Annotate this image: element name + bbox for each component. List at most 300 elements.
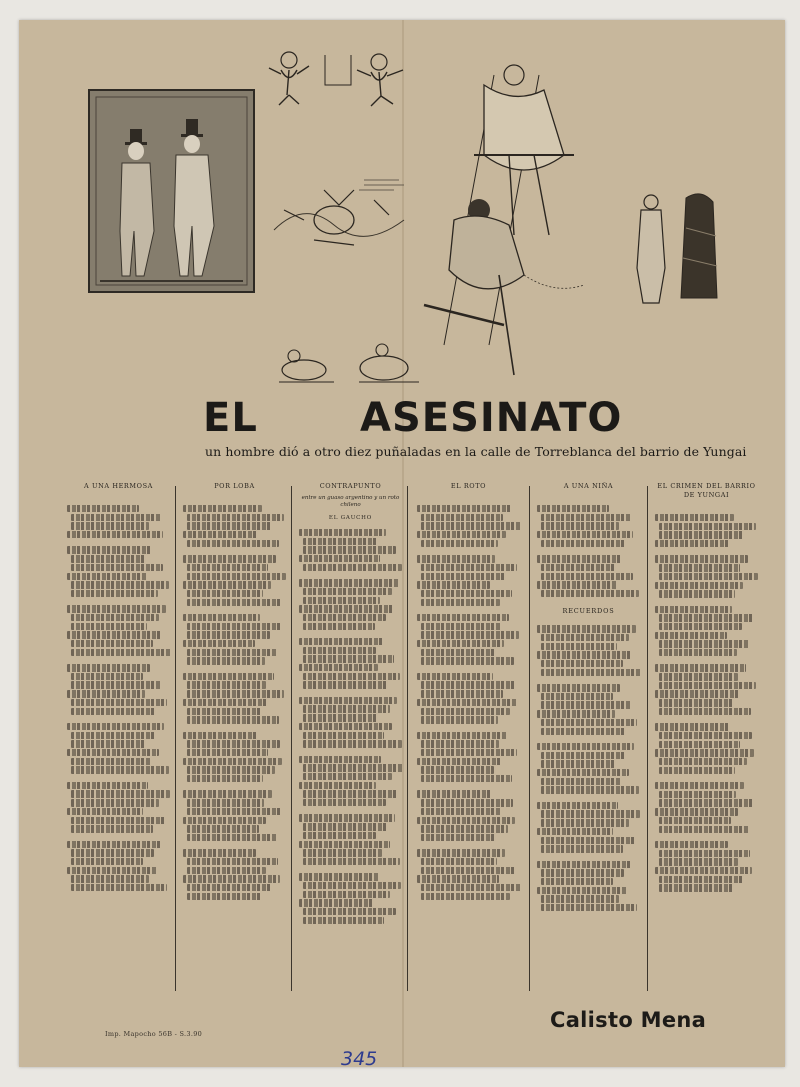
verse-line (183, 732, 258, 739)
verse-line (67, 867, 157, 874)
verse-line (659, 590, 735, 597)
verse-line (303, 832, 376, 839)
verse-line (655, 555, 748, 562)
verse-line (187, 681, 266, 688)
verse-stanza (537, 505, 640, 547)
verse-line (659, 523, 756, 530)
verse-block (537, 505, 640, 911)
verse-line (183, 758, 282, 765)
verse-line (659, 708, 751, 715)
verse-line (541, 819, 629, 826)
verse-line (541, 643, 617, 650)
verse-line (299, 579, 399, 586)
swing-ladies-illustration (414, 45, 589, 384)
column-subheading: entre un guaso argentino y un roto chileno (301, 495, 400, 508)
verse-stanza (67, 664, 170, 715)
column-divider (175, 486, 176, 991)
verse-line (183, 875, 280, 882)
verse-stanza (655, 782, 758, 833)
title-word-el: EL (203, 395, 258, 441)
verse-line (67, 841, 162, 848)
verse-stanza (183, 673, 286, 724)
verse-line (537, 581, 617, 588)
verse-line (541, 837, 635, 844)
verse-line (655, 808, 738, 815)
verse-line (541, 669, 640, 676)
verse-line (655, 582, 743, 589)
verse-line (537, 684, 620, 691)
verse-line (187, 631, 270, 638)
verse-stanza (299, 579, 402, 630)
verse-line (421, 573, 505, 580)
verse-line (655, 690, 740, 697)
verse-line (659, 876, 744, 883)
verse-line (303, 681, 388, 688)
verse-line (421, 749, 517, 756)
verse-line (183, 849, 256, 856)
verse-line (67, 664, 150, 671)
verse-block (299, 529, 402, 924)
verse-line (541, 719, 637, 726)
verse-line (417, 581, 490, 588)
verse-line (303, 908, 396, 915)
verse-line (421, 623, 501, 630)
verse-line (303, 849, 382, 856)
verse-line (67, 808, 143, 815)
verse-line (541, 845, 623, 852)
verse-line (659, 649, 737, 656)
verse-stanza (655, 664, 758, 715)
verse-stanza (67, 546, 170, 597)
verse-stanza (537, 555, 640, 597)
verse-line (303, 588, 392, 595)
verse-line (417, 699, 517, 706)
broadside-sheet (19, 20, 785, 1067)
verse-line (299, 873, 379, 880)
verse-line (71, 884, 167, 891)
verse-line (67, 631, 161, 638)
title-word-asesinato: ASESINATO (360, 395, 623, 441)
verse-line (541, 522, 619, 529)
verse-line (659, 531, 744, 538)
verse-line (659, 850, 750, 857)
verse-line (537, 625, 636, 632)
verse-line (421, 649, 496, 656)
verse-line (659, 758, 747, 765)
column-divider (291, 486, 292, 991)
verse-line (421, 858, 497, 865)
verse-line (303, 564, 402, 571)
verse-line (303, 647, 376, 654)
verse-line (417, 673, 493, 680)
verse-line (659, 623, 742, 630)
verse-stanza (183, 614, 286, 665)
verse-stanza (417, 849, 520, 900)
old-couple-illustration (631, 188, 721, 312)
verse-line (71, 858, 143, 865)
verse-line (303, 614, 386, 621)
verse-stanza (537, 861, 640, 912)
verse-line (421, 808, 501, 815)
verse-stanza (655, 555, 758, 597)
verse-line (655, 867, 752, 874)
verse-line (541, 786, 639, 793)
verse-line (299, 814, 395, 821)
verse-line (303, 538, 378, 545)
verse-line (299, 841, 390, 848)
verse-line (659, 732, 752, 739)
verse-line (541, 573, 633, 580)
verse-line (187, 649, 277, 656)
verse-line (421, 766, 494, 773)
verse-stanza (537, 684, 640, 735)
verse-line (421, 708, 510, 715)
verse-line (71, 875, 149, 882)
verse-line (71, 522, 149, 529)
verse-line (655, 540, 729, 547)
verse-line (183, 505, 262, 512)
verse-line (303, 714, 378, 721)
column-divider (647, 486, 648, 991)
verse-stanza (67, 841, 170, 892)
verse-line (537, 651, 631, 658)
author-signature: Calisto Mena (550, 1008, 707, 1032)
verse-stanza (299, 814, 402, 865)
verse-line (655, 632, 727, 639)
verse-line (303, 917, 384, 924)
verse-line (303, 858, 400, 865)
verse-stanza (299, 756, 402, 807)
verse-line (71, 740, 145, 747)
column-heading: A UNA HERMOSA (84, 482, 153, 490)
verse-line (659, 884, 733, 891)
verse-line (187, 749, 268, 756)
verse-stanza (537, 802, 640, 853)
verse-stanza (67, 505, 170, 538)
column-divider (529, 486, 530, 991)
verse-line (67, 782, 148, 789)
verse-stanza (299, 638, 402, 689)
verse-line (299, 529, 386, 536)
verse-line (299, 899, 374, 906)
verse-line (187, 522, 272, 529)
verse-stanza (417, 673, 520, 724)
verse-line (67, 573, 147, 580)
verse-line (71, 766, 169, 773)
verse-line (417, 849, 505, 856)
verse-line (659, 767, 735, 774)
verse-line (71, 673, 143, 680)
verse-line (655, 723, 730, 730)
verse-line (659, 699, 733, 706)
verse-line (299, 697, 397, 704)
verse-line (67, 505, 139, 512)
verse-line (655, 514, 734, 521)
verse-line (417, 875, 499, 882)
verse-line (537, 769, 629, 776)
verse-stanza (183, 790, 286, 841)
archive-number-stamp: 345 (341, 1048, 378, 1067)
verse-stanza (655, 723, 758, 774)
verse-line (537, 743, 634, 750)
verse-line (303, 799, 386, 806)
verse-line (71, 699, 167, 706)
verse-line (303, 655, 394, 662)
verse-line (303, 732, 384, 739)
verse-line (303, 823, 387, 830)
verse-stanza (417, 732, 520, 783)
verse-stanza (67, 782, 170, 833)
verse-line (187, 514, 284, 521)
verse-line (421, 590, 512, 597)
column-heading: POR LOBA (214, 482, 255, 490)
verse-line (187, 799, 264, 806)
verse-line (541, 869, 624, 876)
verse-line (421, 514, 503, 521)
verse-column-a-una-nina (537, 482, 640, 992)
verse-line (71, 817, 165, 824)
verse-line (303, 764, 402, 771)
verse-line (187, 867, 266, 874)
verse-line (541, 904, 637, 911)
verse-line (541, 778, 621, 785)
verse-line (541, 590, 639, 597)
verse-line (421, 690, 503, 697)
verse-line (417, 758, 501, 765)
verse-line (417, 817, 515, 824)
verse-line (659, 573, 758, 580)
verse-line (659, 826, 749, 833)
verse-line (421, 564, 517, 571)
verse-line (187, 540, 279, 547)
fight-scene-illustration (264, 160, 409, 264)
verse-line (299, 723, 392, 730)
verse-line (187, 825, 259, 832)
verse-line (187, 808, 282, 815)
verse-line (537, 505, 609, 512)
verse-line (659, 640, 749, 647)
verse-line (421, 631, 519, 638)
verse-line (659, 682, 756, 689)
verse-block (417, 505, 520, 900)
verse-line (71, 623, 147, 630)
verse-line (655, 749, 754, 756)
column-heading: A UNA NIÑA (563, 482, 614, 490)
verse-line (187, 858, 278, 865)
verse-line (187, 657, 265, 664)
verse-line (421, 893, 510, 900)
verse-line (421, 599, 500, 606)
verse-line (71, 649, 170, 656)
verse-stanza (183, 555, 286, 606)
verse-stanza (183, 732, 286, 783)
verse-line (183, 790, 272, 797)
verse-line (421, 716, 498, 723)
verse-line (71, 708, 155, 715)
verse-line (67, 690, 145, 697)
verse-stanza (655, 841, 758, 892)
verse-line (541, 514, 631, 521)
verse-line (655, 664, 746, 671)
section-heading: RECUERDOS (562, 607, 615, 616)
verse-stanza (417, 790, 520, 841)
column-heading: EL ROTO (450, 482, 487, 490)
engraving-portrait (88, 89, 255, 293)
verse-line (303, 740, 402, 747)
verse-line (187, 884, 272, 891)
verse-line (187, 590, 263, 597)
verse-line (655, 606, 732, 613)
verse-line (417, 790, 491, 797)
verse-line (421, 540, 498, 547)
verse-line (187, 599, 281, 606)
verse-line (421, 681, 515, 688)
verse-line (187, 893, 261, 900)
verse-line (183, 817, 266, 824)
verse-line (537, 710, 615, 717)
verse-line (187, 766, 275, 773)
verse-line (183, 555, 276, 562)
verse-line (67, 723, 164, 730)
verse-line (421, 884, 520, 891)
verse-line (659, 791, 736, 798)
verse-line (421, 834, 496, 841)
verse-line (187, 573, 286, 580)
verse-line (659, 564, 740, 571)
verse-line (655, 841, 728, 848)
verse-line (71, 799, 159, 806)
verse-line (421, 657, 514, 664)
verse-line (537, 861, 632, 868)
verse-column-el-roto (417, 482, 520, 992)
verse-line (299, 605, 394, 612)
column-heading: CONTRAPUNTO (319, 482, 382, 490)
verse-line (187, 690, 284, 697)
verse-stanza (183, 505, 286, 547)
verse-line (71, 790, 170, 797)
verse-stanza (183, 849, 286, 900)
verse-line (541, 634, 629, 641)
verse-line (67, 531, 163, 538)
verse-line (71, 614, 159, 621)
verse-line (421, 867, 515, 874)
verse-line (183, 614, 260, 621)
verse-line (421, 522, 520, 529)
reclining-figures-illustration (274, 330, 424, 394)
verse-stanza (655, 606, 758, 657)
verse-line (417, 640, 504, 647)
verse-stanza (299, 529, 402, 571)
verse-line (659, 614, 754, 621)
verse-line (541, 693, 613, 700)
verse-column-por-loba (183, 482, 286, 992)
verse-line (417, 505, 511, 512)
verse-line (303, 773, 392, 780)
verse-stanza (299, 873, 402, 924)
verse-stanza (299, 697, 402, 748)
verse-line (537, 531, 633, 538)
verse-line (303, 882, 401, 889)
verse-line (537, 887, 627, 894)
verse-line (417, 555, 495, 562)
verse-line (71, 849, 154, 856)
verse-line (537, 828, 613, 835)
verse-line (187, 564, 268, 571)
verse-block (67, 505, 170, 891)
verse-stanza (417, 505, 520, 547)
subtitle: un hombre dió a otro diez puñaladas en la calle de Torreblanca del barrio de Yungai (205, 444, 747, 459)
verse-line (541, 752, 626, 759)
verse-stanza (537, 743, 640, 794)
verse-line (71, 732, 156, 739)
verse-line (71, 564, 163, 571)
verse-stanza (655, 514, 758, 547)
verse-column-el-crimen (655, 482, 758, 992)
column-heading: EL CRIMEN DEL BARRIO DE YUNGAI (657, 482, 756, 499)
verse-line (303, 597, 380, 604)
verse-line (187, 740, 280, 747)
printer-imprint: Imp. Mapocho 56B - S.3.90 (105, 1030, 203, 1038)
verse-line (537, 802, 618, 809)
verse-line (303, 790, 398, 797)
verse-line (421, 799, 513, 806)
verse-line (299, 756, 381, 763)
verse-line (421, 775, 512, 782)
verse-line (183, 581, 271, 588)
verse-line (299, 664, 378, 671)
verse-line (183, 699, 268, 706)
verse-line (67, 749, 159, 756)
verse-stanza (417, 555, 520, 606)
verse-line (303, 705, 390, 712)
verse-line (541, 810, 640, 817)
verse-line (183, 640, 255, 647)
verse-line (71, 758, 151, 765)
column-divider (407, 486, 408, 991)
verse-stanza (417, 614, 520, 665)
verse-line (303, 546, 396, 553)
verse-line (71, 640, 153, 647)
verse-line (659, 799, 754, 806)
verse-line (541, 540, 625, 547)
verse-line (183, 673, 274, 680)
verse-line (541, 701, 631, 708)
verse-line (541, 760, 615, 767)
verse-line (655, 782, 744, 789)
verse-line (187, 623, 282, 630)
verse-line (187, 708, 261, 715)
verse-line (537, 555, 622, 562)
verse-line (71, 681, 161, 688)
verse-line (659, 741, 740, 748)
verse-stanza (537, 625, 640, 676)
verse-line (417, 732, 507, 739)
verse-line (303, 623, 375, 630)
verse-line (71, 581, 169, 588)
verse-line (659, 858, 738, 865)
verse-line (187, 716, 279, 723)
verse-line (183, 531, 257, 538)
verse-line (299, 638, 383, 645)
verse-line (541, 660, 623, 667)
verse-line (67, 546, 152, 553)
verse-line (71, 555, 145, 562)
verse-line (541, 564, 615, 571)
verse-line (417, 531, 506, 538)
verse-stanza (67, 605, 170, 656)
verse-line (71, 590, 158, 597)
verse-line (303, 891, 390, 898)
